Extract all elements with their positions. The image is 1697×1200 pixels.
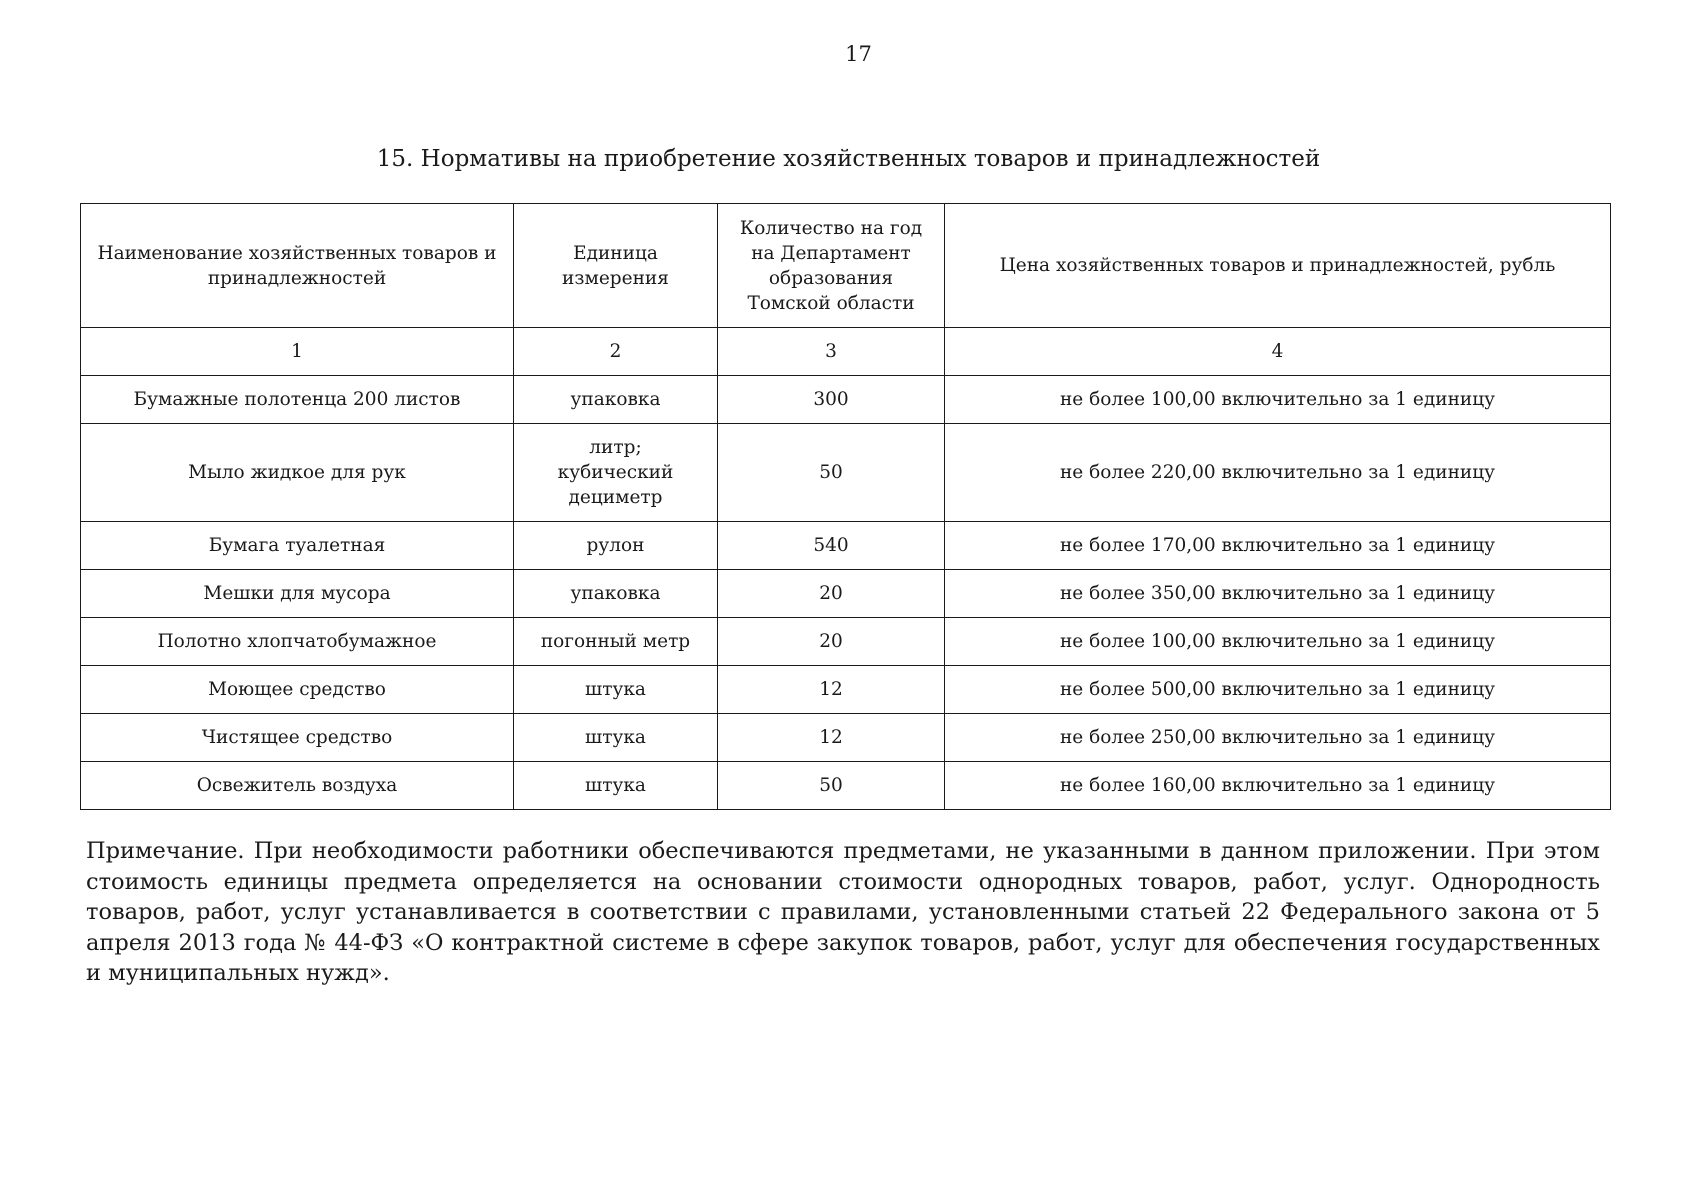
item-name: Мыло жидкое для рук bbox=[81, 424, 514, 522]
note-paragraph: Примечание. При необходимости работники обеспечиваются предметами, не указанными в данном приложении. При этом стоимость единицы предмета определяется на основании стоимости однородных товаров, работ, услуг. Однородность товаров, работ, услуг устанавливается в соответствии с правилами, установленными статьей 22 Федерального закона от 5 апреля 2013 года № 44-ФЗ «О контрактной системе в сфере закупок товаров, работ, услуг для обеспечения государственных и муниципальных нужд». bbox=[86, 838, 1600, 986]
item-quantity: 300 bbox=[718, 376, 945, 424]
table-row bbox=[81, 618, 1611, 666]
item-quantity: 12 bbox=[718, 714, 945, 762]
item-unit: штука bbox=[514, 666, 718, 714]
item-unit: упаковка bbox=[514, 376, 718, 424]
item-unit: погонный метр bbox=[514, 618, 718, 666]
column-number-row bbox=[81, 328, 1611, 376]
item-quantity: 20 bbox=[718, 618, 945, 666]
table-header-row bbox=[81, 204, 1611, 328]
section-title: 15. Нормативы на приобретение хозяйственных товаров и принадлежностей bbox=[376, 146, 1321, 172]
item-unit: литр; кубический дециметр bbox=[514, 424, 718, 522]
item-name: Моющее средство bbox=[81, 666, 514, 714]
item-unit: штука bbox=[514, 714, 718, 762]
table-row bbox=[81, 376, 1611, 424]
item-name: Бумажные полотенца 200 листов bbox=[81, 376, 514, 424]
item-price: не более 100,00 включительно за 1 единицу bbox=[945, 376, 1611, 424]
item-unit: упаковка bbox=[514, 570, 718, 618]
item-quantity: 540 bbox=[718, 522, 945, 570]
column-number: 1 bbox=[81, 328, 514, 376]
item-price: не более 100,00 включительно за 1 единицу bbox=[945, 618, 1611, 666]
item-unit: рулон bbox=[514, 522, 718, 570]
item-name: Бумага туалетная bbox=[81, 522, 514, 570]
page-number: 17 bbox=[845, 42, 872, 66]
header-price: Цена хозяйственных товаров и принадлежностей, рубль bbox=[945, 204, 1611, 328]
header-quantity: Количество на год на Департамент образования Томской области bbox=[718, 204, 945, 328]
header-unit: Единица измерения bbox=[514, 204, 718, 328]
item-quantity: 12 bbox=[718, 666, 945, 714]
item-price: не более 220,00 включительно за 1 единицу bbox=[945, 424, 1611, 522]
table-row bbox=[81, 762, 1611, 810]
item-quantity: 50 bbox=[718, 424, 945, 522]
column-number: 3 bbox=[718, 328, 945, 376]
table-row bbox=[81, 714, 1611, 762]
item-name: Освежитель воздуха bbox=[81, 762, 514, 810]
header-name: Наименование хозяйственных товаров и принадлежностей bbox=[81, 204, 514, 328]
item-price: не более 250,00 включительно за 1 единицу bbox=[945, 714, 1611, 762]
item-name: Мешки для мусора bbox=[81, 570, 514, 618]
item-price: не более 350,00 включительно за 1 единицу bbox=[945, 570, 1611, 618]
item-price: не более 500,00 включительно за 1 единицу bbox=[945, 666, 1611, 714]
column-number: 2 bbox=[514, 328, 718, 376]
item-name: Полотно хлопчатобумажное bbox=[81, 618, 514, 666]
item-price: не более 160,00 включительно за 1 единицу bbox=[945, 762, 1611, 810]
item-name: Чистящее средство bbox=[81, 714, 514, 762]
item-unit: штука bbox=[514, 762, 718, 810]
column-number: 4 bbox=[945, 328, 1611, 376]
table-row bbox=[81, 570, 1611, 618]
table-row bbox=[81, 666, 1611, 714]
item-quantity: 20 bbox=[718, 570, 945, 618]
table-row bbox=[81, 424, 1611, 522]
norms-table bbox=[80, 203, 1611, 810]
item-price: не более 170,00 включительно за 1 единицу bbox=[945, 522, 1611, 570]
item-quantity: 50 bbox=[718, 762, 945, 810]
table-row bbox=[81, 522, 1611, 570]
